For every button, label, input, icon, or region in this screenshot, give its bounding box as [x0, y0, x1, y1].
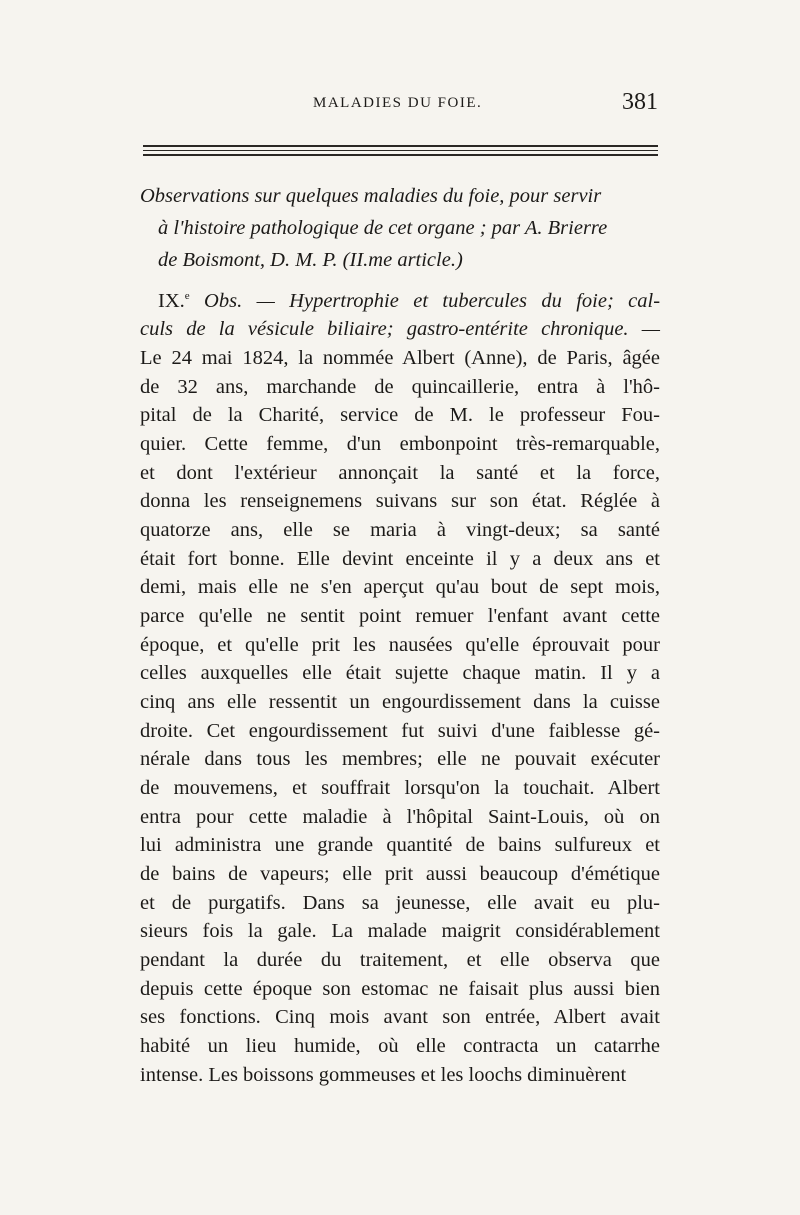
heading-line: à l'histoire pathologique de cet organe ; par A. Brierre: [158, 217, 608, 239]
observation-title: — Hypertrophie et tubercules du foie; cal-: [256, 289, 661, 312]
heading-line: de Boismont, D. M. P. (II.me article.): [158, 249, 463, 271]
observation-first-line: [140, 282, 660, 315]
heading-line: Observations sur quelques maladies du foie, pour servir: [140, 185, 602, 207]
text-line: de bains de vapeurs; elle prit aussi beaucoup d'émétique: [140, 862, 660, 885]
running-title: MALADIES DU FOIE.: [313, 95, 483, 111]
header-rule-middle: [143, 150, 658, 151]
page-number: 381: [622, 89, 658, 115]
text-line: donna les renseignemens suivans sur son état. Réglée à: [140, 490, 660, 513]
text-line: intense. Les boissons gommeuses et les loochs diminuèrent: [140, 1063, 627, 1086]
text-line: quatorze ans, elle se maria à vingt-deux; sa santé: [140, 519, 660, 542]
text-line: et de purgatifs. Dans sa jeunesse, elle avait eu plu-: [140, 891, 660, 914]
text-line: entra pour cette maladie à l'hôpital Saint-Louis, où on: [140, 805, 660, 828]
observation-label: IX.: [158, 289, 185, 312]
text-line: sieurs fois la gale. La malade maigrit considérablement: [140, 920, 660, 943]
text-line: était fort bonne. Elle devint enceinte il y a deux ans et: [140, 547, 660, 570]
text-line: nérale dans tous les membres; elle ne pouvait exécuter: [140, 748, 660, 771]
text-line: pendant la durée du traitement, et elle observa que: [140, 948, 660, 971]
text-line: époque, et qu'elle prit les nausées qu'elle éprouvait pour: [140, 633, 660, 656]
text-line: droite. Cet engourdissement fut suivi d'une faiblesse gé-: [140, 719, 660, 742]
text-line: de 32 ans, marchande de quincaillerie, entra à l'hô-: [140, 375, 660, 398]
text-line: de mouvemens, et souffrait lorsqu'on la touchait. Albert: [140, 776, 660, 799]
observation-label-sup: e: [184, 290, 190, 302]
text-line: et dont l'extérieur annonçait la santé et la force,: [140, 461, 660, 484]
header-rule-top: [143, 145, 658, 147]
header-rule-bottom: [143, 154, 658, 156]
text-line: depuis cette époque son estomac ne faisait plus aussi bien: [140, 977, 660, 1000]
observation-abbrev: Obs.: [204, 289, 243, 312]
text-line: celles auxquelles elle était sujette chaque matin. Il y a: [140, 662, 660, 685]
text-line: culs de la vésicule biliaire; gastro-entérite chronique. —: [140, 318, 660, 341]
text-line: pital de la Charité, service de M. le professeur Fou-: [140, 404, 660, 427]
text-line: habité un lieu humide, où elle contracta un catarrhe: [140, 1034, 660, 1057]
text-line: parce qu'elle ne sentit point remuer l'enfant avant cette: [140, 605, 660, 628]
running-head: [143, 89, 658, 119]
text-line: ses fonctions. Cinq mois avant son entrée, Albert avait: [140, 1006, 660, 1029]
text-line: Le 24 mai 1824, la nommée Albert (Anne), de Paris, âgée: [140, 347, 660, 370]
text-line: cinq ans elle ressentit un engourdissement dans la cuisse: [140, 691, 660, 714]
text-line: lui administra une grande quantité de bains sulfureux et: [140, 834, 660, 857]
text-line: quier. Cette femme, d'un embonpoint très-remarquable,: [140, 433, 660, 456]
observation-text: [140, 282, 660, 1089]
article-heading: [140, 180, 660, 276]
text-line: demi, mais elle ne s'en aperçut qu'au bout de sept mois,: [140, 576, 660, 599]
